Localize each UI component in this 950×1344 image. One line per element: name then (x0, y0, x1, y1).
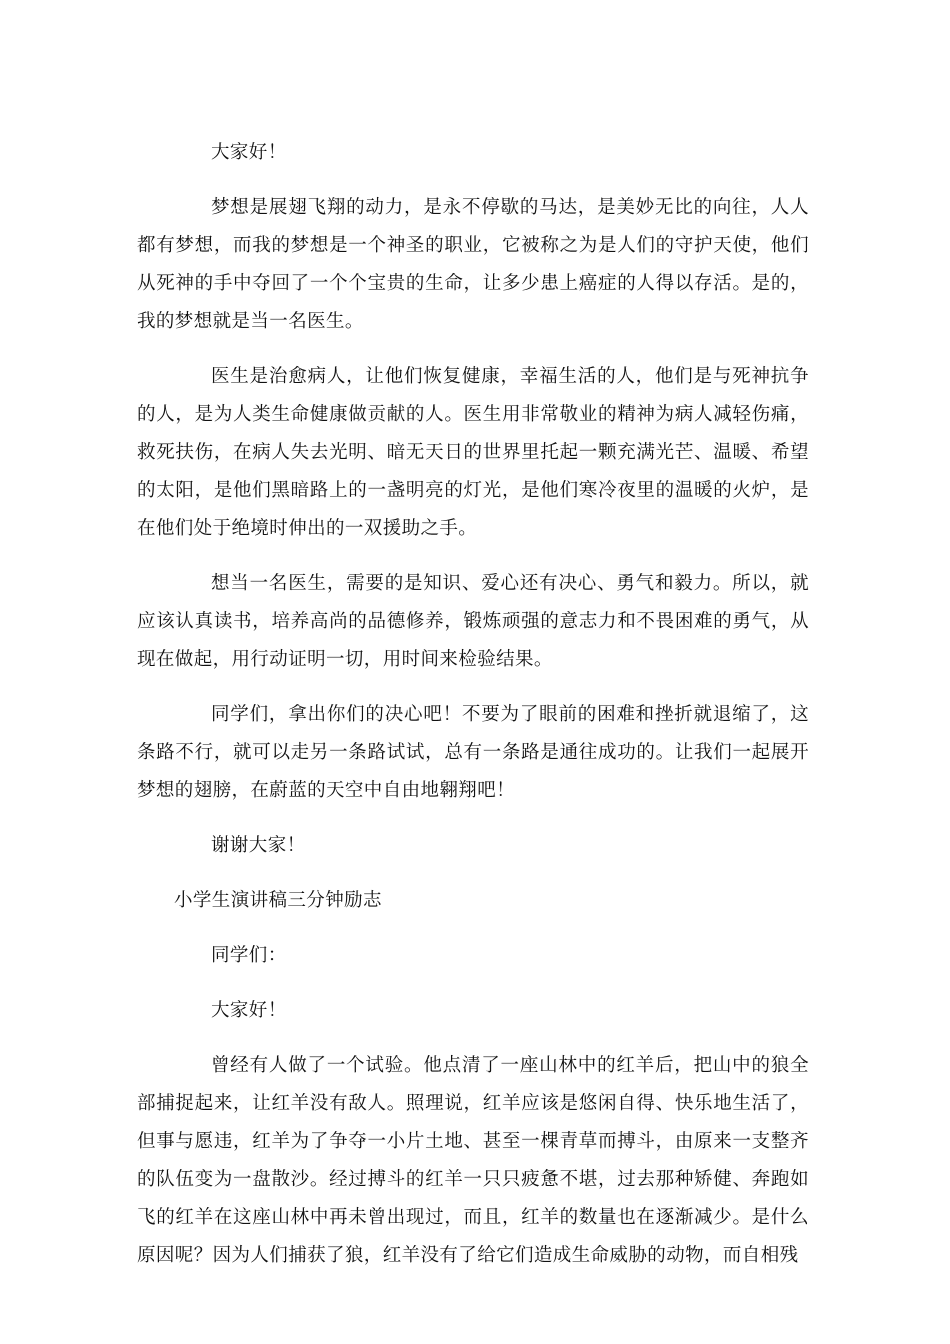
body-paragraph: 曾经有人做了一个试验。他点清了一座山林中的红羊后，把山中的狼全部捕捉起来，让红羊没有敌人。照理说，红羊应该是悠闲自得、快乐地生活了，但事与愿违，红羊为了争夺一小片土地、甚至一棵青草而搏斗，由原来一支整齐的队伍变为一盘散沙。经过搏斗的红羊一只只疲惫不堪，过去那种矫健、奔跑如飞的红羊在这座山林中再未曾出现过，而且，红羊的数量也在逐渐减少。是什么原因呢？因为人们捕获了狼，红羊没有了给它们造成生命威胁的动物，而自相残 (137, 1055, 809, 1266)
salutation-paragraph: 同学们： (211, 945, 287, 966)
body-paragraph: 梦想是展翅飞翔的动力，是永不停歇的马达，是美妙无比的向往，人人都有梦想，而我的梦想是一个神圣的职业，它被称之为是人们的守护天使，他们从死神的手中夺回了一个个宝贵的生命，让多少患上癌症的人得以存活。是的，我的梦想就是当一名医生。 (137, 197, 809, 332)
body-paragraph: 同学们，拿出你们的决心吧！不要为了眼前的困难和挫折就退缩了，这条路不行，就可以走另一条路试试，总有一条路是通往成功的。让我们一起展开梦想的翅膀，在蔚蓝的天空中自由地翱翔吧！ (137, 704, 809, 801)
section-heading: 小学生演讲稿三分钟励志 (174, 890, 382, 911)
closing-paragraph: 谢谢大家！ (211, 835, 306, 856)
document-body (137, 134, 809, 1275)
body-paragraph: 想当一名医生，需要的是知识、爱心还有决心、勇气和毅力。所以，就应该认真读书，培养高尚的品德修养，锻炼顽强的意志力和不畏困难的勇气，从现在做起，用行动证明一切，用时间来检验结果。 (137, 573, 809, 670)
body-paragraph: 医生是治愈病人，让他们恢复健康，幸福生活的人，他们是与死神抗争的人，是为人类生命健康做贡献的人。医生用非常敬业的精神为病人减轻伤痛，救死扶伤，在病人失去光明、暗无天日的世界里托起一颗充满光芒、温暖、希望的太阳，是他们黑暗路上的一盏明亮的灯光，是他们寒冷夜里的温暖的火炉，是在他们处于绝境时伸出的一双援助之手。 (137, 366, 809, 539)
greeting-paragraph: 大家好！ (211, 142, 287, 163)
greeting-paragraph: 大家好！ (211, 1000, 287, 1021)
